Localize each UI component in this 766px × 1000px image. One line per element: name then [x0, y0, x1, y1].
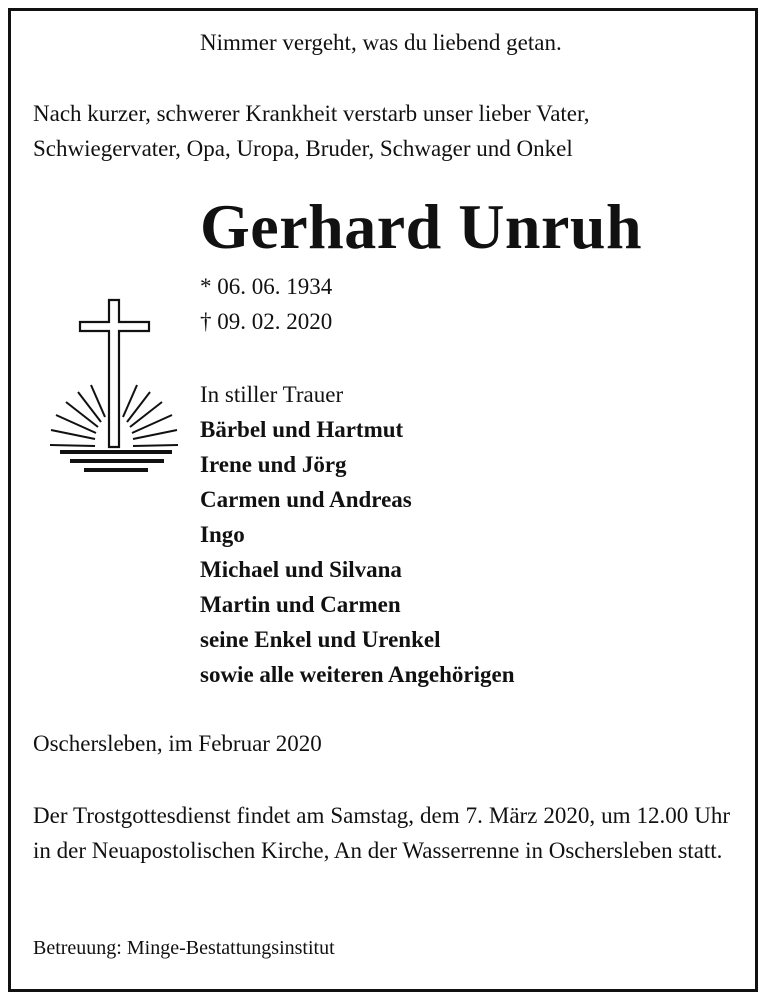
funeral-care-provider: Betreuung: Minge-Bestattungsinstitut [33, 937, 335, 959]
intro-line-1: Nach kurzer, schwerer Krankheit verstarb unser lieber Vater, [33, 101, 590, 126]
mourner-name: Ingo [200, 522, 245, 547]
mourner-name: Irene und Jörg [200, 452, 347, 477]
cross-sunrise-waves-icon [48, 295, 184, 480]
mourner-name: sowie alle weiteren Angehörigen [200, 662, 515, 687]
place-date: Oschersleben, im Februar 2020 [33, 731, 322, 756]
mourner-name: seine Enkel und Urenkel [200, 627, 441, 652]
service-announcement: Der Trostgottesdienst findet am Samstag, dem 7. März 2020, um 12.00 Uhr in der Neuapostolischen Kirche, An der Wasserrenne in Oschersleben statt. [33, 803, 730, 863]
motto: Nimmer vergeht, was du liebend getan. [200, 30, 562, 55]
mourner-name: Bärbel und Hartmut [200, 417, 404, 442]
death-date: † 09. 02. 2020 [200, 309, 333, 334]
mourning-label: In stiller Trauer [200, 382, 344, 407]
mourner-name: Martin und Carmen [200, 592, 401, 617]
birth-date: * 06. 06. 1934 [200, 274, 333, 299]
mourner-name: Carmen und Andreas [200, 487, 412, 512]
mourner-name: Michael und Silvana [200, 557, 402, 582]
intro-line-2: Schwiegervater, Opa, Uropa, Bruder, Schwager und Onkel [33, 136, 573, 161]
deceased-name: Gerhard Unruh [200, 191, 643, 262]
